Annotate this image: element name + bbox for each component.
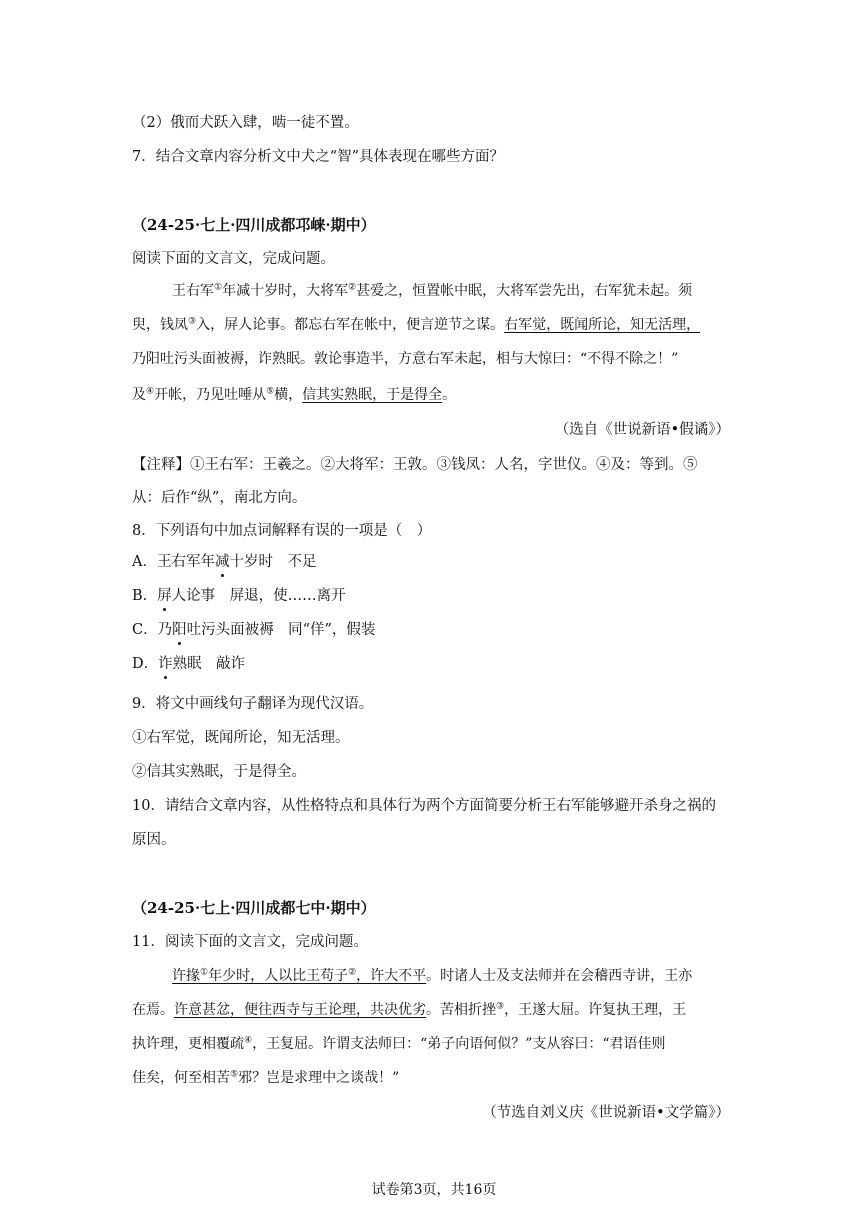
footnote-marker: ④ xyxy=(146,386,155,397)
underlined-sentence-3: 许掾①年少时，人以比王苟子②，许大不平 xyxy=(172,967,427,984)
passage-line: 王右军①年减十岁时，大将军②甚爱之，恒置帐中眠，大将军尝先出，右军犹未起。须 xyxy=(172,282,693,299)
passage-line: 乃阳吐污头面被褥，诈熟眠。敦论事造半，方意右军未起，相与大惊曰：“不得不除之！” xyxy=(132,351,679,367)
dotted-word: 诈 xyxy=(158,656,173,672)
question-9-item-1: ①右军觉，既闻所论，知无活理。 xyxy=(132,730,350,746)
footnote-marker: ③ xyxy=(496,1001,505,1012)
question-8: 8．下列语句中加点词解释有误的一项是（ ） xyxy=(132,523,432,539)
underlined-sentence-1: 右军觉，既闻所论，知无活理， xyxy=(504,317,701,333)
underlined-sentence-2: 信其实熟眠，于是得全 xyxy=(302,387,443,403)
passage-line: 在焉。许意甚忿，便往西寺与王论理，共决优劣。苦相折挫③，王遂大屈。许复执王理，王 xyxy=(132,1001,687,1018)
passage-line: 执许理，更相覆疏④，王复屈。许谓支法师曰：“弟子向语何似？”支从容曰：“君语佳则 xyxy=(132,1035,666,1052)
notes-line-1: 【注释】①王右军：王羲之。②大将军：王敦。③钱凤：人名，字世仪。④及：等到。⑤ xyxy=(132,457,698,473)
dotted-word: 屏 xyxy=(157,588,172,604)
dotted-word: 减 xyxy=(214,554,230,570)
footnote-marker: ② xyxy=(348,282,357,293)
footnote-marker: ③ xyxy=(188,316,197,327)
reading-instruction: 阅读下面的文言文，完成问题。 xyxy=(132,251,335,267)
passage-line: 许掾①年少时，人以比王苟子②，许大不平。时诸人士及支法师并在会稽西寺讲，王亦 xyxy=(172,967,693,984)
underlined-sentence-4: 许意甚忿，便往西寺与王论理，共决优劣 xyxy=(174,1002,426,1018)
page-footer: 试卷第3页，共16页 xyxy=(371,1182,497,1198)
footnote-marker: ① xyxy=(200,967,209,978)
question-10-line-1: 10．请结合文章内容，从性格特点和具体行为两个方面简要分析王右军能够避开杀身之祸的 xyxy=(132,798,716,814)
footnote-marker: ⑤ xyxy=(230,1069,239,1080)
footnote-marker: ① xyxy=(214,282,223,293)
question-9-item-2: ②信其实熟眠，于是得全。 xyxy=(132,764,306,780)
passage-source: （选自《世说新语•假谲》） xyxy=(554,422,730,438)
footnote-marker: ⑤ xyxy=(266,386,275,397)
option-d: D．诈熟眠 敲诈 xyxy=(132,656,246,672)
passage-line: 臾，钱凤③入，屏人论事。都忘右军在帐中，便言逆节之谋。右军觉，既闻所论，知无活理， xyxy=(132,316,701,333)
option-a: A．王右军年减十岁时 不足 xyxy=(132,554,317,570)
question-11: 11．阅读下面的文言文，完成问题。 xyxy=(132,934,368,950)
q6-item-2: （2）俄而犬跃入肆，啮一徒不置。 xyxy=(132,115,359,131)
notes-line-2: 从：后作“纵”，南北方向。 xyxy=(132,490,307,506)
option-b: B．屏人论事 屏退，使……离开 xyxy=(132,588,346,604)
passage-line: 及④开帐，乃见吐唾从⑤横，信其实熟眠，于是得全。 xyxy=(132,386,457,403)
question-10-line-2: 原因。 xyxy=(132,832,176,848)
question-7: 7．结合文章内容分析文中犬之“智”具体表现在哪些方面？ xyxy=(132,149,505,165)
dotted-word: 阳 xyxy=(172,622,187,638)
footnote-marker: ② xyxy=(348,967,357,978)
section-heading-qionglai: （24-25·七上·四川成都邛崃·期中） xyxy=(132,216,376,234)
passage-source: （节选自刘义庆《世说新语•文学篇》） xyxy=(482,1105,730,1121)
footnote-marker: ④ xyxy=(244,1035,253,1046)
question-9: 9．将文中画线句子翻译为现代汉语。 xyxy=(132,696,374,712)
section-heading-qizhong: （24-25·七上·四川成都七中·期中） xyxy=(132,899,376,917)
passage-line: 佳矣，何至相苦⑤邪？岂是求理中之谈哉！” xyxy=(132,1069,400,1086)
option-c: C．乃阳吐污头面被褥 同“佯”，假装 xyxy=(132,622,376,638)
